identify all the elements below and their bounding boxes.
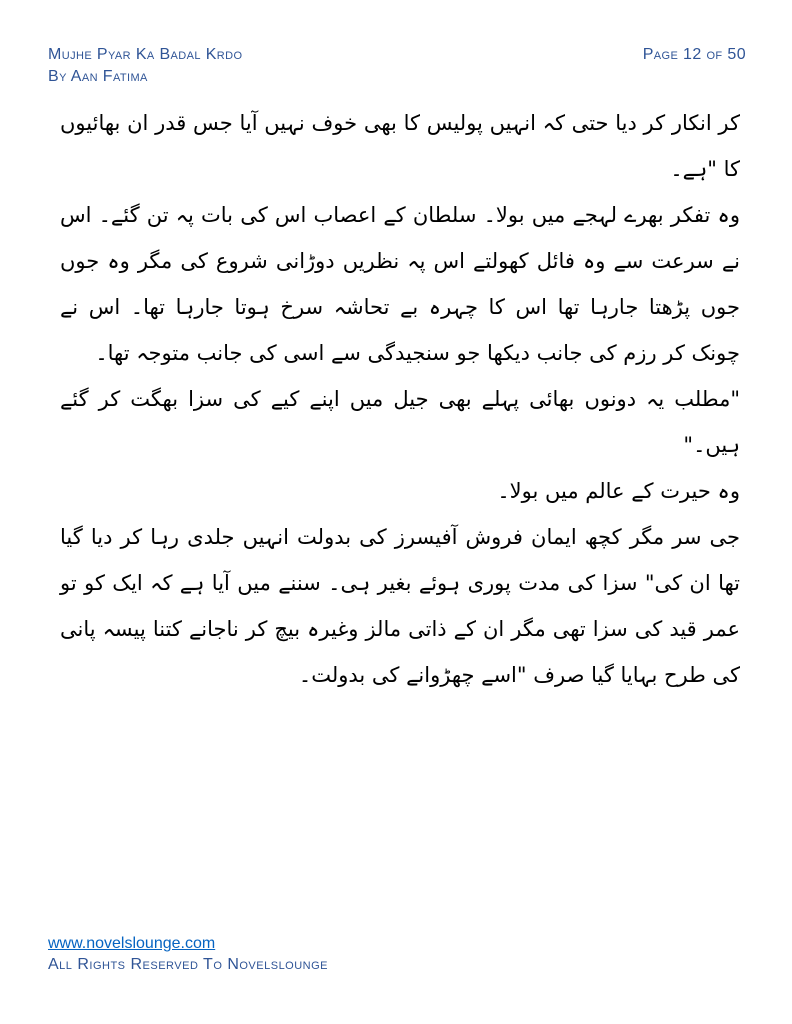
header-title-line <box>48 44 746 66</box>
book-title: Mujhe Pyar Ka Badal Krdo <box>48 46 243 63</box>
story-body <box>60 100 740 698</box>
website-link[interactable]: www.novelslounge.com <box>48 935 216 952</box>
paragraph-1: کر انکار کر دیا حتی کہ انہیں پولیس کا بھی خوف نہیں آیا جس قدر ان بھائیوں کا "ہے۔ <box>60 111 740 181</box>
page-header <box>48 44 746 88</box>
page-number: Page 12 of 50 <box>642 46 746 63</box>
paragraph-4: وہ حیرت کے عالم میں بولا۔ <box>497 479 740 503</box>
author-name: By Aan Fatima <box>48 68 148 85</box>
page-footer <box>48 934 328 976</box>
rights-notice: All Rights Reserved To Novelslounge <box>48 956 329 973</box>
paragraph-2: وہ تفکر بھرے لہجے میں بولا۔ سلطان کے اعصاب اس کی بات پہ تن گئے۔ اس نے سرعت سے وہ فائل کھولتے اس پہ نظریں دوڑانی شروع کی مگر وہ جوں جوں پڑھتا جارہا تھا اس کا چہرہ بے تحاشہ سرخ ہوتا جارہا تھا۔ اس نے چونک کر رزم کی جانب دیکھا جو سنجیدگی سے اسی کی جانب متوجہ تھا۔ <box>60 203 740 365</box>
paragraph-5: جی سر مگر کچھ ایمان فروش آفیسرز کی بدولت انہیں جلدی رہا کر دیا گیا تھا ان کی" سزا کی مدت پوری ہوئے بغیر ہی۔ سننے میں آیا ہے کہ ایک کو تو عمر قید کی سزا تھی مگر ان کے ذاتی مالز وغیرہ بیچ کر ناجانے کتنا پیسہ پانی کی طرح بہایا گیا صرف "اسے چھڑوانے کی بدولت۔ <box>60 525 740 687</box>
paragraph-3: "مطلب یہ دونوں بھائی پہلے بھی جیل میں اپنے کیے کی سزا بھگت کر گئے ہیں۔" <box>60 387 740 457</box>
